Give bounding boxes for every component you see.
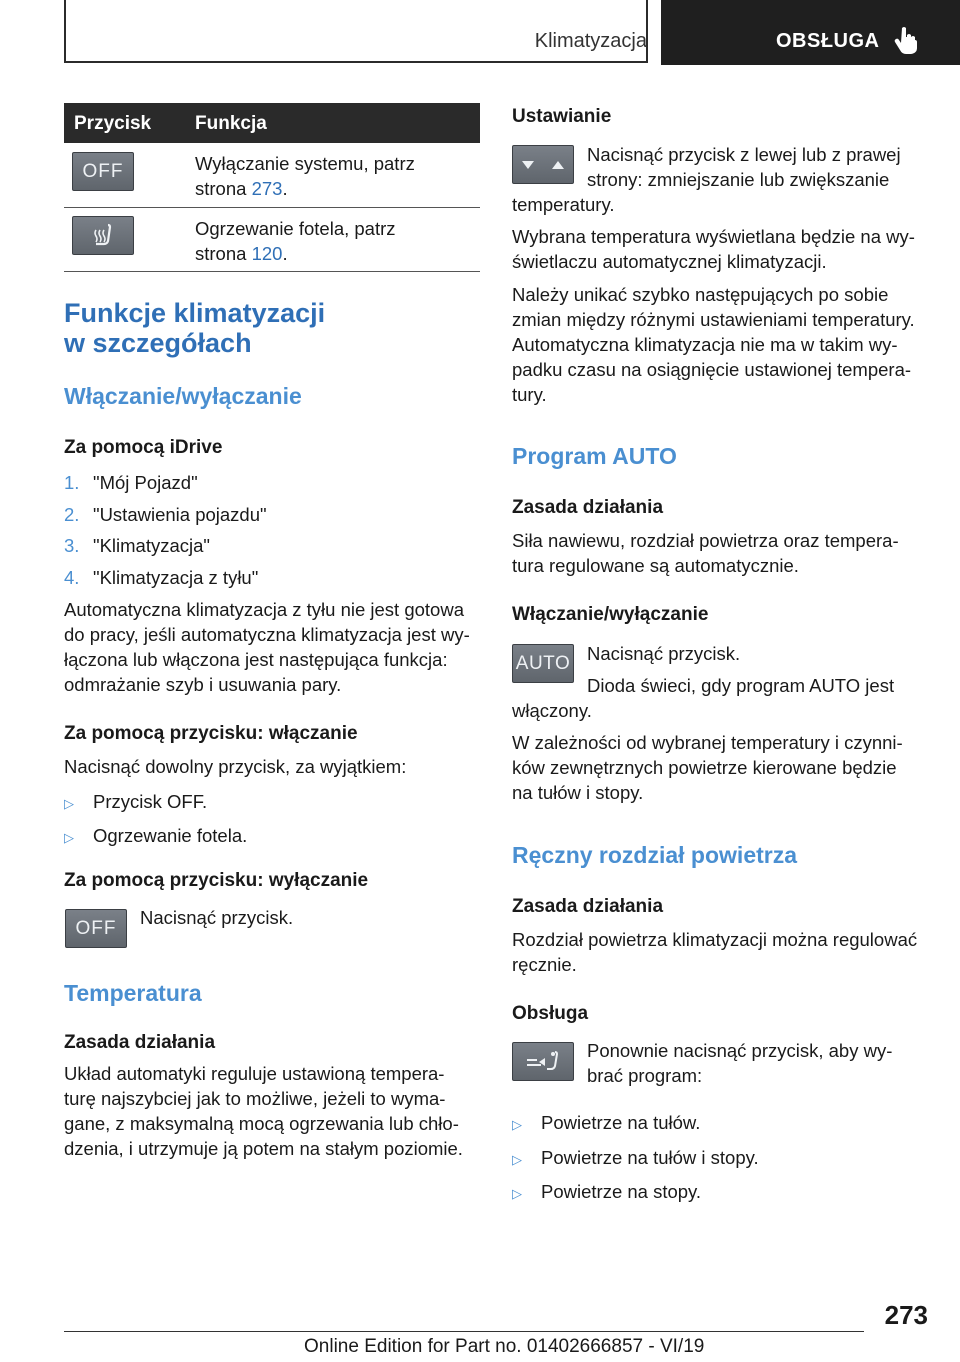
heading-principle: Zasada działania — [512, 896, 664, 917]
table-row-2-text: Ogrzewanie fotela, patrz strona 120. — [195, 218, 396, 264]
page-number: 273 — [884, 1300, 928, 1330]
off-button-image: OFF — [65, 909, 127, 948]
section-title: Funkcje klimatyzacji w szczegółach — [64, 298, 326, 358]
list-item: ▷ Ogrzewanie fotela. — [64, 825, 248, 846]
paragraph-setting-2: Wybrana temperatura wyświetlana będzie na wy- świetlaczu automatycznej klimatyzacji. — [512, 226, 915, 272]
list-item: 2. "Ustawienia pojazdu" — [64, 503, 267, 525]
triangle-up-icon — [552, 161, 564, 169]
list-item: ▷ Przycisk OFF. — [64, 791, 208, 812]
header-tab-label: OBSŁUGA — [776, 30, 880, 52]
bullets-on — [64, 786, 247, 854]
bullets-operation — [512, 1107, 759, 1211]
paragraph-button-off: Nacisnąć przycisk. — [140, 907, 294, 928]
paragraph-button-on: Nacisnąć dowolny przycisk, za wyjątkiem: — [64, 756, 407, 777]
paragraph-auto-air: W zależności od wybranej temperatury i czynni- ków zewnętrznych powietrze kierowane będzie na tułów i stopy. — [512, 732, 903, 803]
auto-button-image: AUTO — [512, 644, 574, 683]
air-distribution-icon — [512, 1042, 574, 1081]
paragraph-auto-principle: Siła nawiewu, rozdział powietrza oraz tempera- tura regulowane są automatycznie. — [512, 530, 899, 576]
table-row-divider — [64, 207, 480, 208]
paragraph-auto-press: Nacisnąć przycisk. — [587, 643, 741, 664]
table-header-function: Funkcja — [195, 113, 267, 134]
heading-button-on: Za pomocą przycisku: włączanie — [64, 723, 358, 744]
heading-setting: Ustawianie — [512, 106, 612, 127]
paragraph-manual: Rozdział powietrza klimatyzacji można regulować ręcznie. — [512, 929, 918, 975]
list-item: ▷ Powietrze na tułów. — [512, 1112, 701, 1133]
heading-principle: Zasada działania — [512, 497, 664, 518]
table-bottom-rule — [64, 271, 480, 272]
paragraph-temperature: Układ automatyki reguluje ustawioną tempera- turę najszybciej jak to możliwe, jeżeli to wyma- gane, z maksymalną mocą ogrzewania lub chło- dzenia, i utrzymuje ją potem na stałym poziomie. — [64, 1063, 463, 1159]
heading-temperature: Temperatura — [64, 980, 202, 1006]
list-item: ▷ Powietrze na tułów i stopy. — [512, 1146, 759, 1168]
footer-edition: Online Edition for Part no. 01402666857 - VI/19 — [304, 1336, 705, 1357]
temperature-rocker-image — [512, 145, 574, 184]
heading-button-off: Za pomocą przycisku: wyłączanie — [64, 870, 369, 891]
list-item: ▷ Powietrze na stopy. — [512, 1181, 702, 1202]
list-item: 4. "Klimatyzacja z tyłu" — [64, 566, 259, 588]
paragraph-rear-climate: Automatyczna klimatyzacja z tyłu nie jest gotowa do pracy, jeśli automatyczna klimatyzacja jest wy- łączona lub włączona jest następująca funkcja: odmrażanie szyb i usuwania pary. — [64, 599, 470, 695]
off-button-image: OFF — [72, 152, 134, 191]
heading-idrive: Za pomocą iDrive — [64, 437, 223, 458]
triangle-down-icon — [522, 161, 534, 169]
heading-auto-program: Program AUTO — [512, 443, 677, 469]
paragraph-setting-1b: temperatury. — [512, 194, 615, 215]
page-link-120[interactable]: 120 — [251, 243, 283, 264]
paragraph-setting-3: Należy unikać szybko następujących po sobie zmian między różnymi ustawieniami temperatury. Automatyczna klimatyzacja nie ma w takim wy- padku czasu na osiągnięcie ustawionej tempera- tury. — [512, 284, 915, 405]
list-item: 1. "Mój Pojazd" — [64, 472, 198, 493]
idrive-steps — [64, 467, 267, 593]
heading-auto-on-off: Włączanie/wyłączanie — [512, 604, 709, 625]
page-link-273[interactable]: 273 — [251, 178, 283, 199]
paragraph-auto-led-a: Dioda świeci, gdy program AUTO jest — [587, 675, 895, 696]
list-item: 3. "Klimatyzacja" — [64, 535, 210, 556]
heading-principle: Zasada działania — [64, 1032, 216, 1053]
table-header-button: Przycisk — [74, 113, 152, 134]
heading-manual-distribution: Ręczny rozdział powietrza — [512, 842, 798, 868]
paragraph-auto-led-b: włączony. — [512, 700, 592, 721]
paragraph-operation: Ponownie nacisnąć przycisk, aby wy- brać program: — [587, 1040, 893, 1086]
heading-on-off: Włączanie/wyłączanie — [64, 383, 302, 409]
seat-heating-icon — [72, 216, 134, 255]
header-section-title: Klimatyzacja — [534, 30, 647, 52]
heading-operation: Obsługa — [512, 1003, 589, 1024]
footer-rule — [64, 1331, 864, 1332]
pointing-hand-icon — [894, 26, 918, 54]
paragraph-setting-1a: Nacisnąć przycisk z lewej lub z prawej strony: zmniejszanie lub zwiększanie — [587, 144, 901, 190]
table-row-1-text: Wyłączanie systemu, patrz strona 273. — [195, 153, 415, 199]
